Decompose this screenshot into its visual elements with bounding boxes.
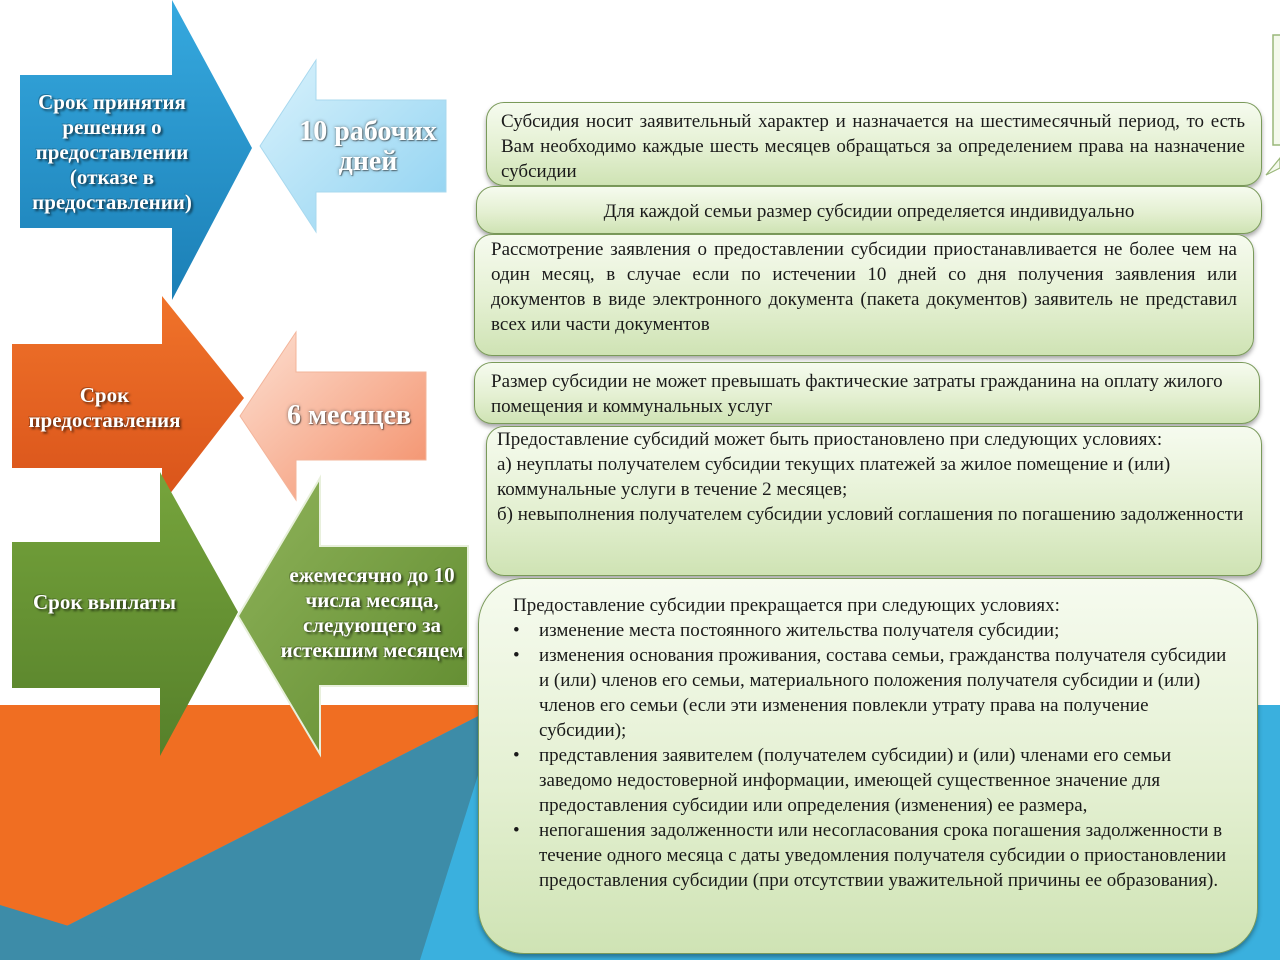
decision-term-value-arrow [258, 58, 448, 234]
termination-conditions-list [507, 618, 1227, 893]
termination-conditions-intro: Предоставление субсидии прекращается при следующих условиях: [513, 595, 1060, 616]
provision-term-label: Срок предоставления [28, 383, 181, 432]
payment-term-label: Срок выплаты [33, 589, 176, 614]
info-box-individual-size [476, 186, 1262, 234]
info-box-max-size [474, 362, 1260, 424]
info-box-suspension-conditions [486, 426, 1262, 576]
suspension-condition-a: а) неуплаты получателем субсидии текущих платежей за жилое помещение и (или) коммунальные услуги в течение 2 месяцев; [497, 454, 1171, 500]
info-box-termination-conditions [478, 578, 1258, 954]
decision-term-value: 10 рабочих дней [299, 116, 437, 177]
info-box-suspension-review [474, 234, 1254, 356]
list-item: • изменение места постоянного жительства получателя субсидии; [507, 618, 1227, 643]
list-item: • непогашения задолженности или несогласования срока погашения задолженности в течение одного месяца с даты уведомления получателя субсидии о приостановлении предоставления субсидии (при отсутствии уважительной причины ее образования). [507, 818, 1227, 893]
provision-term-value: 6 месяцев [286, 400, 412, 431]
corner-callout-shape [1262, 30, 1280, 180]
list-item: • представления заявителем (получателем субсидии) и (или) членами его семьи заведомо недостоверной информации, имеющей существенное значение для предоставления субсидии или определения (изменения) ее размера, [507, 743, 1227, 818]
suspension-conditions-intro: Предоставление субсидий может быть приостановлено при следующих условиях: [497, 429, 1163, 450]
payment-term-value: ежемесячно до 10 числа месяца, следующего за истекшим месяцем [280, 563, 464, 662]
list-item: • изменения основания проживания, состава семьи, гражданства получателя субсидии и (или) членов его семьи, материального положения получателя субсидии и (или) членов его семьи (если эти изменения повлекли утрату права на получение субсидии); [507, 643, 1227, 743]
payment-term-value-arrow [236, 476, 472, 756]
info-box-suspension-review-text: Рассмотрение заявления о предоставлении субсидии приостанавливается не более чем на один месяц, в случае если по истечении 10 дней со дня получения заявления или документов в виде электронного документа (пакета документов) заявитель не представил всех или части документов [491, 239, 1237, 335]
info-box-max-size-text: Размер субсидии не может превышать фактические затраты гражданина на оплату жилого помещения и коммунальных услуг [491, 371, 1223, 417]
decision-term-arrow [20, 0, 260, 300]
info-box-individual-size-text: Для каждой семьи размер субсидии определяется индивидуально [603, 201, 1135, 222]
decision-term-label: Срок принятия решения о предоставлении (отказе в предоставлении) [32, 89, 192, 214]
info-box-application-character-text: Субсидия носит заявительный характер и назначается на шестимесячный период, то есть Вам необходимо каждые шесть месяцев обращаться за определением права на назначение субсидии [501, 111, 1245, 182]
payment-term-arrow [12, 472, 248, 762]
suspension-condition-b: б) невыполнения получателем субсидии условий соглашения по погашению задолженности [497, 504, 1244, 525]
info-box-application-character [486, 102, 1262, 186]
